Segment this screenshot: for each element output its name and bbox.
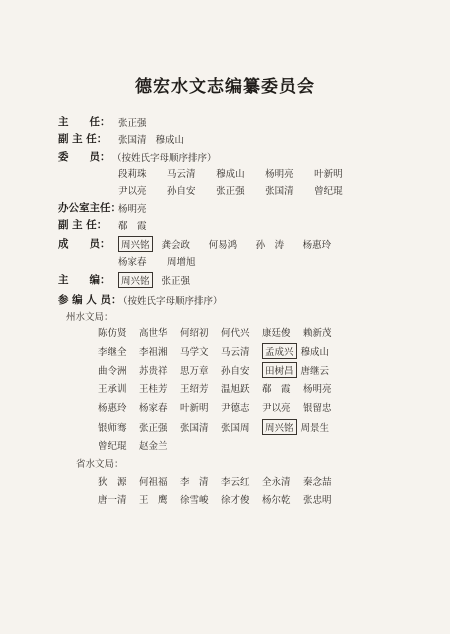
name: 张正强	[216, 186, 245, 197]
zhou-row-3	[98, 362, 342, 378]
zhou-row-4	[98, 381, 344, 395]
name: 李祖湘	[139, 347, 168, 358]
sheng-bureau-label: 省水文局：	[76, 459, 124, 470]
zhou-row-2	[98, 343, 342, 359]
name: 唐一清	[98, 495, 127, 506]
name: 思万章	[180, 366, 209, 377]
name: 周景生	[300, 423, 330, 434]
page-title: 德宏水文志编纂委员会	[135, 77, 315, 97]
name: 秦念喆	[303, 477, 332, 488]
name: 尹德志	[221, 403, 250, 414]
name: 苏贵祥	[139, 366, 168, 377]
name: 温旭跃	[221, 384, 250, 395]
name: 王桂芳	[139, 384, 168, 395]
name: 杨明亮	[303, 384, 332, 395]
name: 李 清	[180, 477, 209, 488]
name-boxed: 周兴铭	[118, 272, 153, 288]
name: 李继全	[98, 347, 127, 358]
name: 穆成山	[155, 135, 185, 146]
name: 徐才俊	[221, 495, 250, 506]
name: 何易鸿	[208, 240, 238, 251]
name: 张正强	[139, 423, 168, 434]
name: 陈仿贤	[98, 328, 127, 339]
name: 穆成山	[216, 169, 245, 180]
name: 龚会政	[161, 240, 191, 251]
name: 银留忠	[303, 403, 332, 414]
name: 孙 涛	[255, 240, 285, 251]
zhubian-names	[118, 272, 196, 288]
name: 王绍芳	[180, 384, 209, 395]
name-boxed: 孟成兴	[262, 343, 297, 359]
label-office-director: 办公室主任：	[58, 202, 121, 214]
name: 张正强	[161, 276, 191, 287]
name: 周增旭	[167, 257, 196, 268]
name: 张国清	[180, 423, 209, 434]
label-zhubian: 主 编：	[58, 274, 111, 286]
zhuren-names	[118, 115, 153, 129]
name: 李云红	[221, 477, 250, 488]
name: 张国清	[265, 186, 294, 197]
name: 郗 霞	[262, 384, 291, 395]
name: 何绍初	[180, 328, 209, 339]
name: 全永清	[262, 477, 291, 488]
name: 孙自安	[221, 366, 250, 377]
name: 赖新茂	[303, 328, 332, 339]
name: 王 鹰	[139, 495, 168, 506]
zhou-row-1	[98, 325, 344, 339]
name: 尹以亮	[262, 403, 291, 414]
name: 马云清	[167, 169, 196, 180]
name: 杨明亮	[118, 204, 147, 215]
name: 杨家春	[118, 257, 147, 268]
zhou-bureau-label: 州水文局：	[66, 312, 114, 323]
name: 杨尔乾	[262, 495, 291, 506]
label-zhuren: 主 任：	[58, 116, 111, 128]
name-boxed: 田树昌	[262, 362, 297, 378]
name: 段莉珠	[118, 169, 147, 180]
label-canbian: 参 编 人 员：	[58, 294, 122, 306]
name: 尹以亮	[118, 186, 147, 197]
name: 王承训	[98, 384, 127, 395]
weiyuan-row-1	[118, 166, 360, 180]
sheng-row-1	[98, 474, 344, 488]
name: 杨惠玲	[98, 403, 127, 414]
label-fuzhuren: 副 主 任：	[58, 133, 108, 145]
name: 叶新明	[180, 403, 209, 414]
name: 银师骞	[98, 423, 127, 434]
name: 杨明亮	[265, 169, 294, 180]
chengyuan-row-1	[118, 236, 347, 252]
name: 何代兴	[221, 328, 250, 339]
name: 叶新明	[314, 169, 343, 180]
chengyuan-row-2	[118, 254, 213, 268]
name: 马云清	[221, 347, 250, 358]
name: 郗 霞	[118, 221, 147, 232]
name-boxed: 周兴铭	[118, 236, 153, 252]
name: 徐雪峻	[180, 495, 209, 506]
name-boxed: 周兴铭	[262, 419, 297, 435]
label-weiyuan: 委 员：	[58, 151, 111, 163]
name: 穆成山	[300, 347, 330, 358]
office-director-names	[118, 201, 153, 215]
name: 张忠明	[303, 495, 332, 506]
name: 张国周	[221, 423, 250, 434]
name: 曲令洲	[98, 366, 127, 377]
name: 孙自安	[167, 186, 196, 197]
name: 马学文	[180, 347, 209, 358]
name: 康廷俊	[262, 328, 291, 339]
name: 杨家春	[139, 403, 168, 414]
label-chengyuan: 成 员：	[58, 238, 111, 250]
name: 张正强	[118, 118, 147, 129]
zhou-row-7	[98, 438, 180, 452]
name: 高世华	[139, 328, 168, 339]
weiyuan-note: （按姓氏字母顺序排序）	[112, 153, 217, 164]
name: 杨惠玲	[302, 240, 332, 251]
label-office-deputy: 副 主 任：	[58, 219, 108, 231]
fuzhuren-names	[118, 132, 190, 146]
name: 赵金兰	[139, 441, 168, 452]
sheng-row-2	[98, 492, 344, 506]
name: 何祖福	[139, 477, 168, 488]
canbian-note: （按姓氏字母顺序排序）	[118, 296, 223, 307]
name: 张国清	[118, 135, 147, 146]
zhou-row-6	[98, 419, 342, 435]
name: 唐继云	[300, 366, 330, 377]
zhou-row-5	[98, 400, 344, 414]
office-deputy-names	[118, 218, 153, 232]
name: 曾纪琨	[314, 186, 343, 197]
name: 曾纪琨	[98, 441, 127, 452]
weiyuan-row-2	[118, 183, 360, 197]
name: 狄 源	[98, 477, 127, 488]
